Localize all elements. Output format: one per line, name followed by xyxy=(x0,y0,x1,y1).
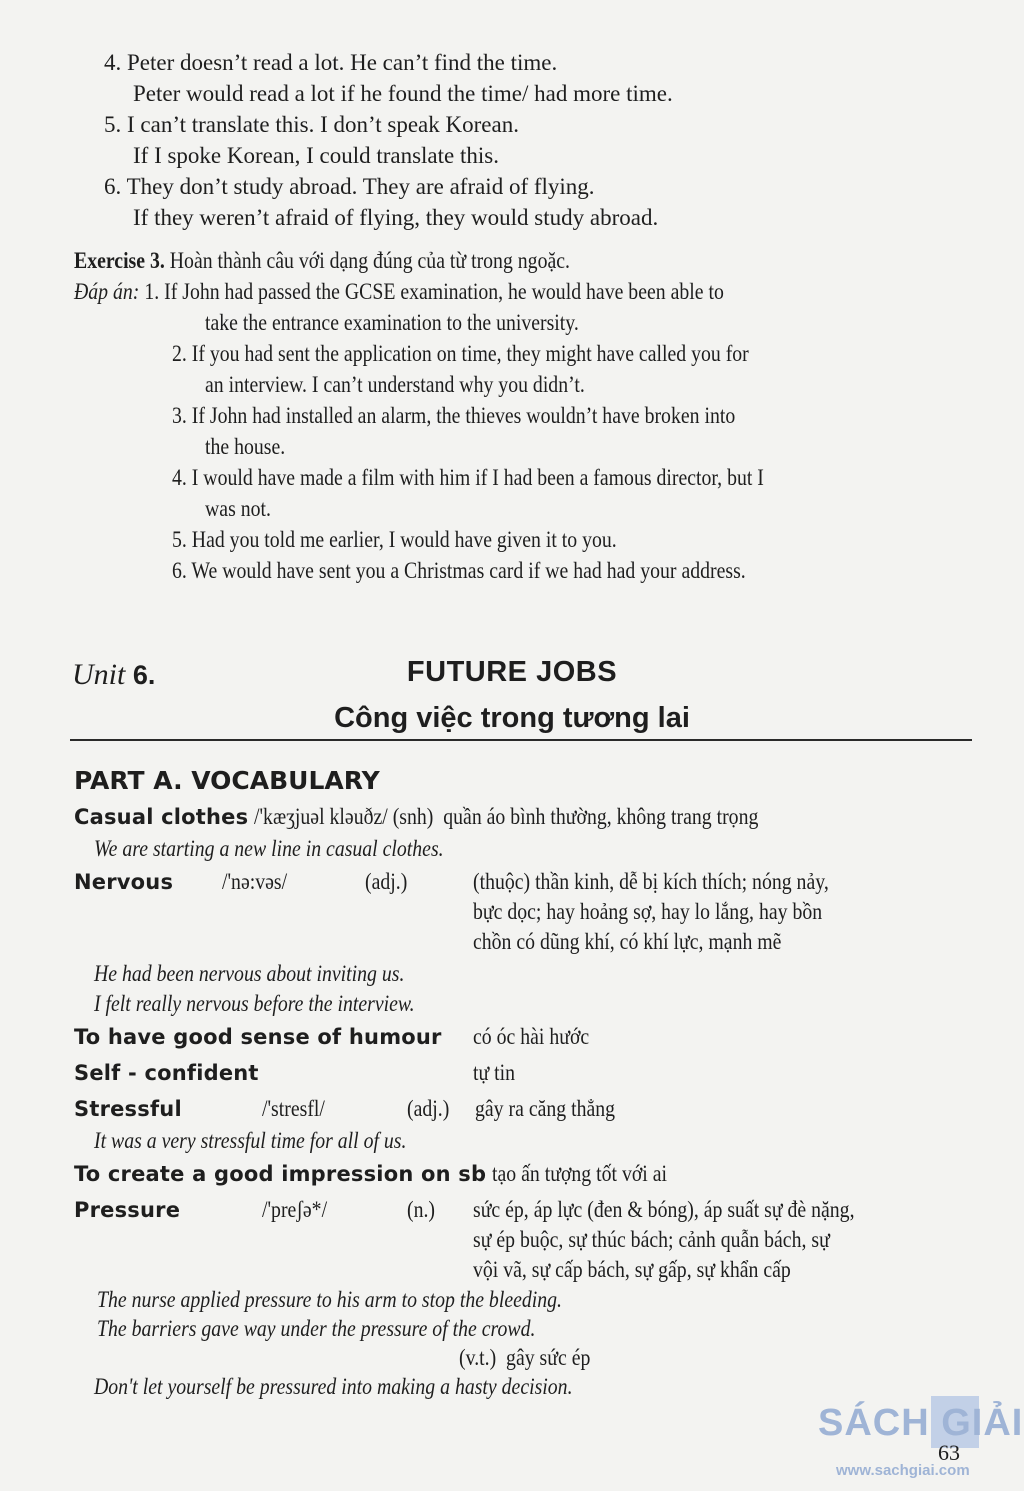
pronunciation: /'stresfl/ xyxy=(262,1096,325,1121)
meaning: gây ra căng thẳng xyxy=(475,1096,616,1121)
vocab-entry-self-confident xyxy=(74,1058,259,1088)
headword: Stressful xyxy=(74,1097,182,1121)
item-line: 1. If John had passed the GCSE examination, he would have been able to xyxy=(144,279,724,304)
meaning: bực dọc; hay hoảng sợ, hay lo lắng, hay bồn xyxy=(473,899,823,924)
page-number: 63 xyxy=(938,1440,960,1465)
example-sentence: It was a very stressful time for all of us. xyxy=(94,1128,407,1153)
part-of-speech: (snh) xyxy=(392,804,434,829)
watermark-url[interactable]: www.sachgiai.com xyxy=(836,1462,970,1479)
exercise3-item-3: 3. If John had installed an alarm, the thieves wouldn’t have broken into xyxy=(172,403,736,428)
item-number: 4. xyxy=(104,50,122,75)
meaning: vội vã, sự cấp bách, sự gấp, sự khẩn cấp xyxy=(473,1257,791,1282)
ex2-item-4-question xyxy=(104,48,557,78)
vocab-entry-sense-of-humour xyxy=(74,1022,442,1052)
example-sentence: He had been nervous about inviting us. xyxy=(94,961,405,986)
item-text: I can’t translate this. I don’t speak Korean. xyxy=(127,112,519,137)
exercise-instruction: Hoàn thành câu với dạng đúng của từ trong ngoặc. xyxy=(169,248,570,273)
item-number: 6. xyxy=(104,174,122,199)
example-sentence: Don't let yourself be pressured into making a hasty decision. xyxy=(94,1374,573,1399)
part-a-heading: PART A. VOCABULARY xyxy=(74,766,380,795)
headword: To have good sense of humour xyxy=(74,1025,442,1049)
vocab-entry-casual-clothes xyxy=(74,802,841,832)
meaning: quần áo bình thường, không trang trọng xyxy=(443,804,759,829)
exercise3-item-6: 6. We would have sent you a Christmas card if we had had your address. xyxy=(172,558,746,583)
part-of-speech-verb xyxy=(459,1343,612,1373)
unit-title-vi: Công việc trong tương lai xyxy=(334,702,690,734)
part-of-speech: (adj.) xyxy=(407,1096,450,1121)
part-of-speech: (adj.) xyxy=(365,869,408,894)
exercise3-item-1-cont: take the entrance examination to the university. xyxy=(205,310,579,335)
pronunciation: /'kæʒjuəl kləuðz/ xyxy=(254,804,388,829)
ex2-item-6-question xyxy=(104,172,595,202)
item-number: 5. xyxy=(104,112,122,137)
pronunciation: /'nə:vəs/ xyxy=(222,869,288,894)
exercise-label: Exercise 3. xyxy=(74,248,165,273)
meaning: sức ép, áp lực (đen & bóng), áp suất sự đè nặng, xyxy=(473,1197,855,1222)
unit-number: 6. xyxy=(132,660,156,690)
ex2-item-5-answer: If I spoke Korean, I could translate this. xyxy=(133,143,499,168)
exercise3-heading xyxy=(74,246,651,276)
ex2-item-5-question xyxy=(104,110,519,140)
meaning: (thuộc) thần kinh, dễ bị kích thích; nóng nảy, xyxy=(473,869,829,894)
meaning: sự ép buộc, sự thúc bách; cảnh quẫn bách, sự xyxy=(473,1227,830,1252)
exercise3-item-2-cont: an interview. I can’t understand why you didn’t. xyxy=(205,372,585,397)
part-of-speech: (n.) xyxy=(407,1197,436,1222)
vocab-entry-stressful xyxy=(74,1094,182,1124)
watermark-logo xyxy=(818,1398,1024,1458)
pronunciation: /'preʃə*/ xyxy=(262,1197,328,1222)
headword: Nervous xyxy=(74,870,174,894)
headword: To create a good impression on sb xyxy=(74,1162,487,1186)
meaning: có óc hài hước xyxy=(473,1024,590,1049)
pos: (v.t.) xyxy=(459,1345,497,1370)
item-text: They don’t study abroad. They are afraid of flying. xyxy=(126,174,595,199)
example-sentence: We are starting a new line in casual clothes. xyxy=(94,836,444,861)
meaning: chồn có dũng khí, có khí lực, mạnh mẽ xyxy=(473,929,782,954)
exercise3-item-3-cont: the house. xyxy=(205,434,286,459)
exercise3-item-4: 4. I would have made a film with him if I had been a famous director, but I xyxy=(172,465,764,490)
ex2-item-4-answer: Peter would read a lot if he found the time/ had more time. xyxy=(133,81,673,106)
ex2-item-6-answer: If they weren’t afraid of flying, they would study abroad. xyxy=(133,205,659,230)
item-text: Peter doesn’t read a lot. He can’t find the time. xyxy=(127,50,558,75)
example-sentence: The nurse applied pressure to his arm to stop the bleeding. xyxy=(97,1287,562,1312)
watermark-text: SÁCH GIẢI xyxy=(818,1402,1024,1444)
exercise3-item-2: 2. If you had sent the application on time, they might have called you for xyxy=(172,341,749,366)
vocab-entry-good-impression xyxy=(74,1159,695,1189)
vocab-entry-pressure xyxy=(74,1195,180,1225)
meaning: tạo ấn tượng tốt với ai xyxy=(491,1161,667,1186)
meaning: tự tin xyxy=(473,1060,516,1085)
headword: Self - confident xyxy=(74,1061,259,1085)
meaning: gây sức ép xyxy=(506,1345,591,1370)
answer-label: Đáp án xyxy=(74,279,133,304)
vocab-entry-nervous xyxy=(74,867,173,897)
unit-word: Unit xyxy=(72,658,126,691)
headword: Casual clothes xyxy=(74,805,249,829)
unit-title-en: FUTURE JOBS xyxy=(406,656,618,688)
heading-divider xyxy=(70,739,972,741)
example-sentence: The barriers gave way under the pressure of the crowd. xyxy=(97,1316,536,1341)
exercise3-item-4-cont: was not. xyxy=(205,496,271,521)
headword: Pressure xyxy=(74,1198,181,1222)
exercise3-item-1: Đáp án: 1. If John had passed the GCSE examination, he would have been able to xyxy=(74,279,724,304)
exercise3-item-5: 5. Had you told me earlier, I would have given it to you. xyxy=(172,527,617,552)
example-sentence: I felt really nervous before the interview. xyxy=(94,991,415,1016)
